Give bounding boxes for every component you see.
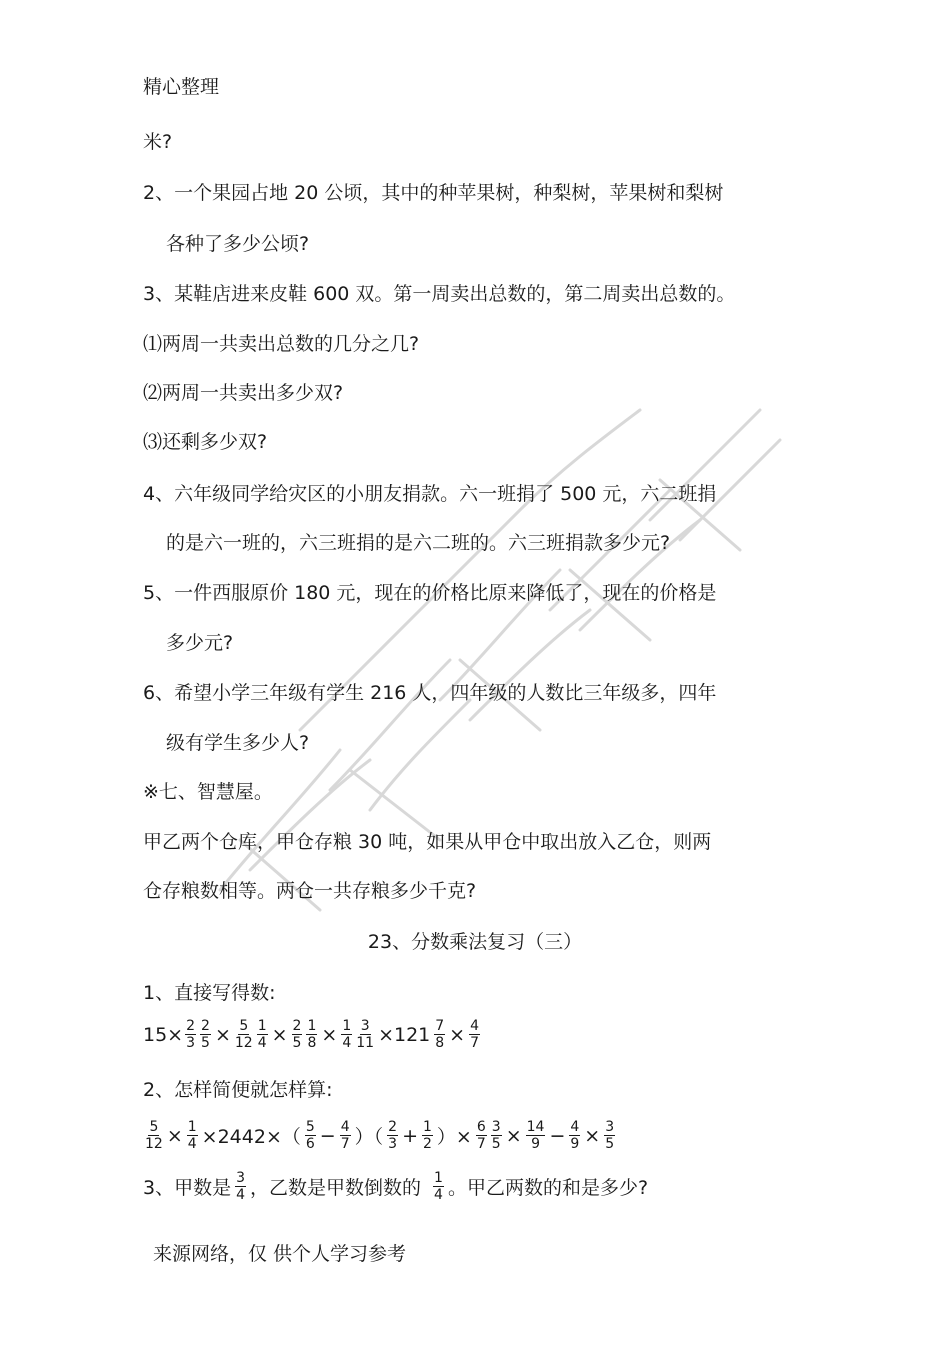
fraction: $\frac{5}{6}$: [305, 1119, 315, 1152]
fraction: $\frac{1}{4}$: [257, 1018, 267, 1051]
math-operator: ×: [166, 1124, 183, 1147]
math-operator: ×: [505, 1124, 522, 1147]
fraction: $\frac{1}{4}$: [187, 1119, 197, 1152]
problem-5-line-2: 多少元?: [166, 632, 234, 654]
fraction: $\frac{2}{5}$: [201, 1018, 210, 1051]
math-term: ×2442×（: [201, 1126, 301, 1148]
fraction: $\frac{1}{2}$: [423, 1119, 432, 1152]
fraction: $\frac{2}{3}$: [186, 1018, 196, 1051]
math-term: ）（: [354, 1126, 384, 1148]
math-expression-1: [143, 1018, 482, 1051]
fraction: $\frac{3}{11}$: [356, 1018, 375, 1051]
section-title: 23、分数乘法复习（三）: [367, 931, 583, 953]
question-3-middle: ，乙数是甲数倒数的: [250, 1177, 422, 1199]
challenge-line-1: 甲乙两个仓库，甲仓存粮 30 吨，如果从甲仓中取出放入乙仓，则两: [143, 831, 712, 853]
problem-3-sub-2: ⑵两周一共卖出多少双?: [143, 382, 344, 404]
challenge-line-2: 仓存粮数相等。两仓一共存粮多少千克?: [143, 880, 477, 902]
fraction: $\frac{1}{4}$: [434, 1170, 443, 1203]
fraction: $\frac{3}{5}$: [491, 1119, 501, 1152]
fraction: $\frac{4}{7}$: [470, 1018, 480, 1051]
problem-3-sub-1: ⑴两周一共卖出总数的几分之几?: [143, 333, 420, 355]
fraction: $\frac{3}{4}$: [236, 1170, 246, 1203]
problem-2-line-1: 2、一个果园占地 20 公顷，其中的种苹果树，种梨树，苹果树和梨树: [143, 182, 724, 204]
math-operator: ×: [584, 1124, 601, 1147]
fraction: $\frac{14}{9}$: [526, 1119, 545, 1152]
problem-4-line-1: 4、六年级同学给灾区的小朋友捐款。六一班捐了 500 元，六二班捐: [143, 483, 717, 505]
problem-6-line-1: 6、希望小学三年级有学生 216 人，四年级的人数比三年级多，四年: [143, 682, 717, 704]
math-operator: +: [402, 1124, 418, 1147]
question-2-label: 2、怎样简便就怎样算:: [143, 1079, 333, 1101]
math-term: 15×: [143, 1023, 184, 1046]
section-heading: ※七、智慧屋。: [143, 781, 273, 803]
fraction: $\frac{1}{4}$: [342, 1018, 352, 1051]
problem-5-line-1: 5、一件西服原价 180 元，现在的价格比原来降低了，现在的价格是: [143, 582, 717, 604]
problem-4-line-2: 的是六一班的，六三班捐的是六二班的。六三班捐款多少元?: [166, 532, 671, 554]
question-3-suffix: 。甲乙两数的和是多少?: [447, 1177, 649, 1199]
problem-3-sub-3: ⑶还剩多少双?: [143, 431, 268, 453]
math-operator: ×: [214, 1023, 231, 1046]
math-operator: −: [319, 1124, 336, 1147]
question-3: [143, 1170, 648, 1203]
page-header: 精心整理: [143, 76, 220, 98]
problem-2-line-2: 各种了多少公顷?: [166, 233, 310, 255]
fraction: $\frac{2}{5}$: [292, 1018, 302, 1051]
fraction: $\frac{1}{8}$: [307, 1018, 317, 1051]
math-operator: ×: [271, 1023, 288, 1046]
fraction: $\frac{5}{12}$: [145, 1119, 163, 1152]
math-term: ×121: [378, 1023, 431, 1046]
math-operator: ×: [321, 1023, 338, 1046]
problem-6-line-2: 级有学生多少人?: [166, 732, 310, 754]
math-term: ）×: [436, 1126, 472, 1148]
math-operator: ×: [449, 1023, 466, 1046]
math-expression-2: [143, 1119, 617, 1152]
fraction: $\frac{6}{7}$: [476, 1119, 486, 1152]
problem-continuation: 米?: [143, 131, 173, 153]
fraction: $\frac{4}{7}$: [340, 1119, 350, 1152]
fraction: $\frac{2}{3}$: [388, 1119, 398, 1152]
fraction: $\frac{3}{5}$: [605, 1119, 615, 1152]
question-1-label: 1、直接写得数:: [143, 982, 276, 1004]
fraction: $\frac{4}{9}$: [570, 1119, 580, 1152]
fraction: $\frac{5}{12}$: [234, 1018, 253, 1051]
question-3-prefix: 3、甲数是: [143, 1177, 232, 1199]
page-footer: 来源网络，仅 供个人学习参考: [153, 1243, 407, 1265]
problem-3: 3、某鞋店进来皮鞋 600 双。第一周卖出总数的，第二周卖出总数的。: [143, 283, 736, 305]
math-operator: −: [549, 1124, 566, 1147]
fraction: $\frac{7}{8}$: [435, 1018, 445, 1051]
